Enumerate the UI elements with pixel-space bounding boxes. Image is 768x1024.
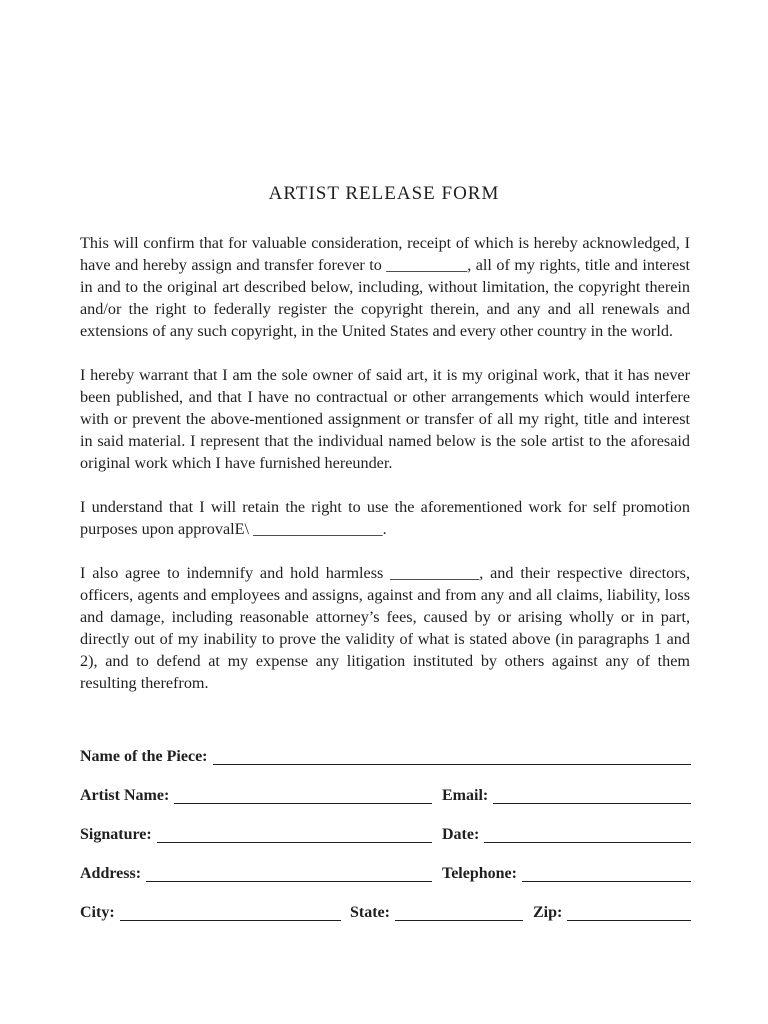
paragraph-warranty: I hereby warrant that I am the sole owner of said art, it is my original work, that it has never been published, and that I have no contractual or other arrangements which would interfere with or prevent the above-mentioned assignment or transfer of all my right, title and interest in said material. I represent that the individual named below is the sole artist to the aforesaid original work which I have furnished hereunder. (80, 366, 690, 472)
signature-field (80, 820, 432, 844)
row-artist-email (80, 781, 691, 820)
paragraph-assignment: This will confirm that for valuable consideration, receipt of which is hereby acknowledged, I have and hereby assign and transfer forever to __________, all of my rights, title and interest in and to the original art described below, including, without limitation, the copyright therein and/or the right to federally register the copyright therein, and any and all renewals and extensions of any such copyright, in the United States and every other country in the world. (80, 234, 690, 340)
artist-name-field (80, 781, 432, 805)
zip-label: Zip: (533, 904, 563, 921)
signature-fields (80, 742, 691, 937)
email-line[interactable] (493, 785, 691, 804)
date-field (442, 820, 691, 844)
row-address-telephone (80, 859, 691, 898)
address-line[interactable] (146, 863, 432, 882)
signature-label: Signature: (80, 826, 152, 843)
page-title: ARTIST RELEASE FORM (268, 183, 500, 204)
row-piece (80, 742, 691, 781)
address-field (80, 859, 432, 883)
telephone-label: Telephone: (442, 865, 517, 882)
date-label: Date: (442, 826, 480, 843)
city-line[interactable] (120, 902, 341, 921)
zip-line[interactable] (567, 902, 691, 921)
form-body (80, 232, 690, 716)
state-label: State: (350, 904, 390, 921)
city-field (80, 898, 341, 922)
artist-name-label: Artist Name: (80, 787, 170, 804)
piece-name-line[interactable] (213, 746, 692, 765)
email-field (442, 781, 691, 805)
telephone-line[interactable] (522, 863, 691, 882)
piece-name-field (80, 742, 691, 766)
telephone-field (442, 859, 691, 883)
artist-name-line[interactable] (174, 785, 432, 804)
paragraph-retained-rights: I understand that I will retain the right to use the aforementioned work for self promotion purposes upon approvalE\ ________________. (80, 498, 690, 538)
zip-field (533, 898, 691, 922)
state-line[interactable] (395, 902, 523, 921)
city-label: City: (80, 904, 115, 921)
email-label: Email: (442, 787, 489, 804)
state-field (350, 898, 523, 922)
paragraph-indemnity: I also agree to indemnify and hold harmless ___________, and their respective directors, officers, agents and employees and assigns, against and from any and all claims, liability, loss and damage, including reasonable attorney’s fees, caused by or arising wholly or in part, directly out of my inability to prove the validity of what is stated above (in paragraphs 1 and 2), and to defend at my expense any litigation instituted by others against any of them resulting therefrom. (80, 564, 690, 692)
date-line[interactable] (484, 824, 691, 843)
row-city-state-zip (80, 898, 691, 937)
piece-name-label: Name of the Piece: (80, 748, 208, 765)
row-signature-date (80, 820, 691, 859)
signature-line[interactable] (157, 824, 432, 843)
address-label: Address: (80, 865, 142, 882)
